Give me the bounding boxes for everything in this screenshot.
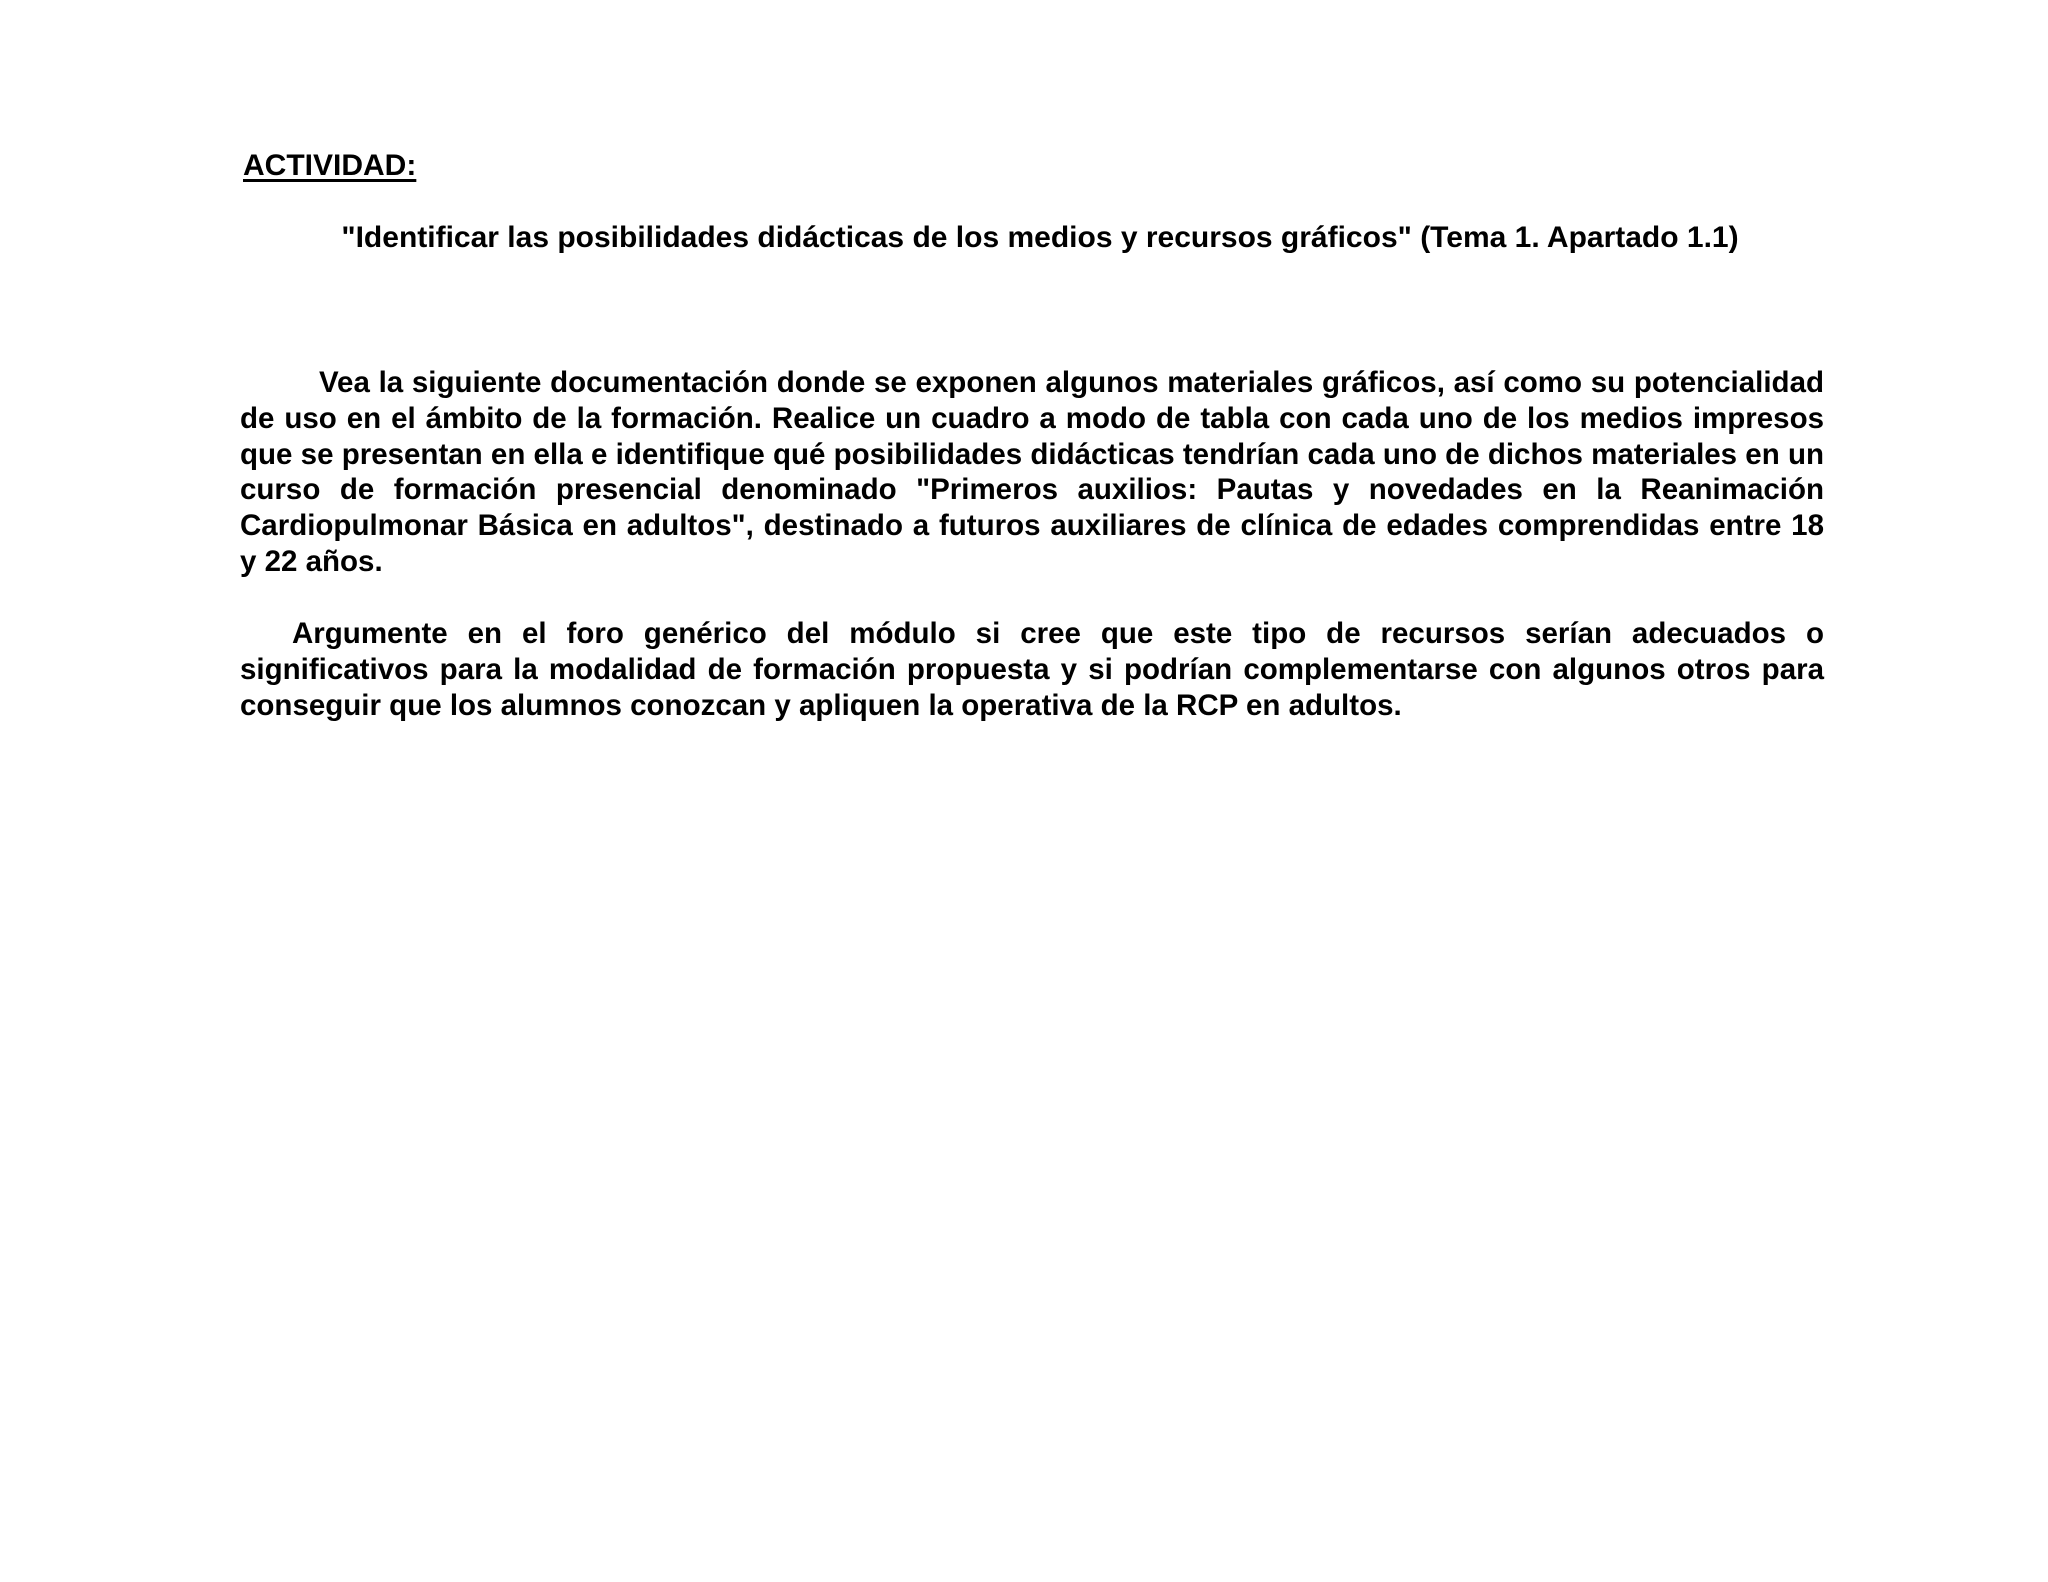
instructions-paragraph: Vea la siguiente documentación donde se exponen algunos materiales gráficos, así como su potencialidad de uso en el ámbito de la formación. Realice un cuadro a modo de tabla con cada uno de los medios impresos que se presentan en ella e identifique qué posibilidades didácticas tendrían cada uno de dichos materiales en un curso de formación presencial denominado "Primeros auxilios: Pautas y novedades en la Reanimación Cardiopulmonar Básica en adultos", destinado a futuros auxiliares de clínica de edades comprendidas entre 18 y 22 años.: [240, 366, 1824, 578]
activity-subtitle: "Identificar las posibilidades didácticas de los medios y recursos gráficos" (Tema 1. Apartado 1.1): [341, 221, 1739, 254]
activity-heading: ACTIVIDAD:: [243, 149, 417, 182]
forum-paragraph: Argumente en el foro genérico del módulo si cree que este tipo de recursos serían adecuados o significativos para la modalidad de formación propuesta y si podrían complementarse con algunos otros para conseguir que los alumnos conozcan y apliquen la operativa de la RCP en adultos.: [240, 617, 1824, 722]
